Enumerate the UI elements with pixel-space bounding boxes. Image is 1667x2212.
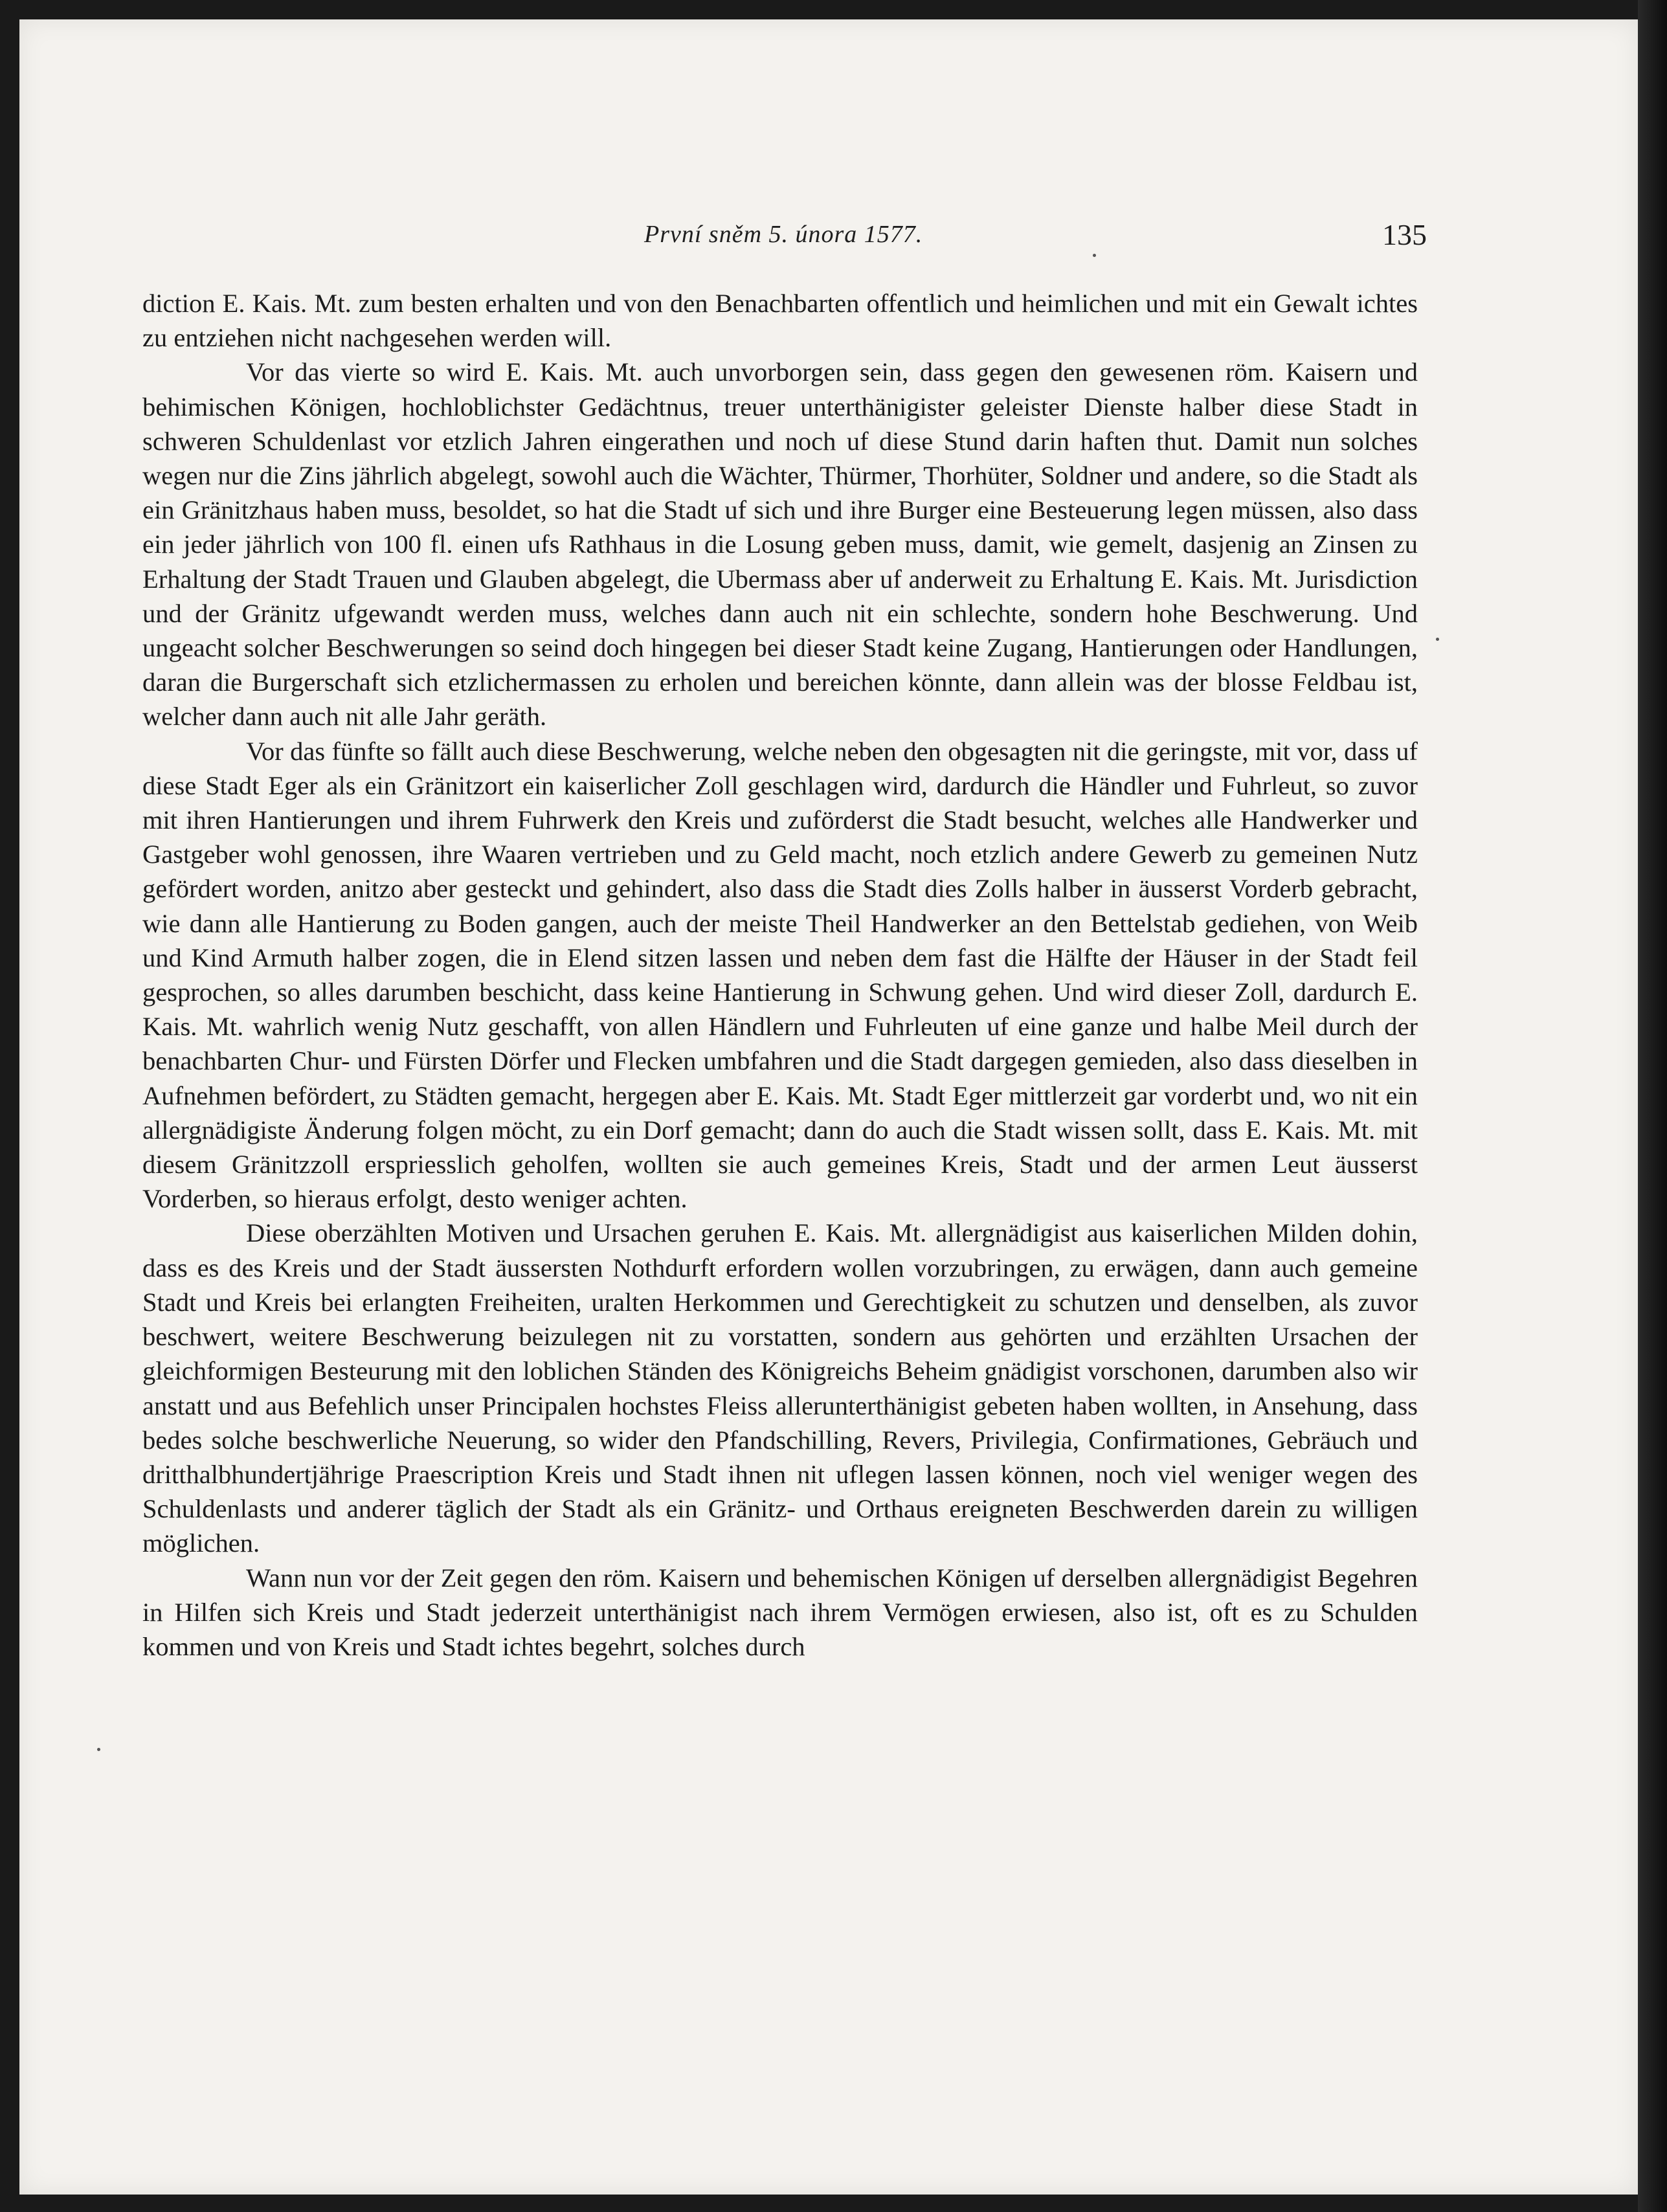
running-header — [0, 220, 1667, 259]
page-edge-shadow — [1638, 0, 1667, 2212]
paragraph: Vor das vierte so wird E. Kais. Mt. auch unvorborgen sein, dass gegen den gewesenen röm. Kaisern und behimischen Königen, hochloblichster Gedächtnus, treuer unterthänigister geleister Dienste halber diese Stadt in schweren Schuldenlast vor etzlich Jahren eingerathen und noch uf diese Stund darin haften thut. Damit nun solches wegen nur die Zins jährlich abgelegt, sowohl auch die Wächter, Thürmer, Thorhüter, Soldner und andere, so die Stadt als ein Gränitzhaus haben muss, besoldet, so hat die Stadt uf sich und ihre Burger eine Besteuerung legen müssen, also dass ein jeder jährlich von 100 fl. einen ufs Rathhaus in die Losung geben muss, damit, wie gemelt, dasjenig an Zinsen zu Erhaltung der Stadt Trauen und Glauben abgelegt, die Ubermass aber uf anderweit zu Erhaltung E. Kais. Mt. Jurisdiction und der Gränitz ufgewandt werden muss, welches dann auch nit ein schlechte, sondern hohe Beschwerung. Und ungeacht solcher Beschwerungen so seind doch hingegen bei dieser Stadt keine Zugang, Hantierungen oder Handlungen, daran die Burgerschaft sich etzlichermassen zu erholen und bereichen könnte, dann allein was der blosse Feldbau ist, welcher dann auch nit alle Jahr geräth. — [142, 357, 1418, 732]
print-speck — [97, 1748, 100, 1751]
running-title: První sněm 5. února 1577. — [644, 221, 923, 248]
print-speck — [1093, 254, 1096, 257]
body-text — [142, 286, 1418, 1664]
paragraph: Wann nun vor der Zeit gegen den röm. Kaisern und behemischen Königen uf derselben allergnädigist Begehren in Hilfen sich Kreis und Stadt jederzeit unterthänigist nach ihrem Vermögen erwiesen, also ist, oft es zu Schulden kommen und von Kreis und Stadt ichtes begehrt, solches durch — [142, 1563, 1418, 1661]
print-speck — [1436, 638, 1439, 641]
paragraph: Diese oberzählten Motiven und Ursachen geruhen E. Kais. Mt. allergnädigist aus kaiserlichen Milden dohin, dass es des Kreis und der Stadt äussersten Nothdurft erfordern wollen vorzubringen, zu erwägen, dann auch gemeine Stadt und Kreis bei erlangten Freiheiten, uralten Herkommen und Gerechtigkeit zu schutzen und denselben, als zuvor beschwert, weitere Beschwerung beizulegen nit zu vorstatten, sondern aus gehörten und erzählten Ursachen der gleichformigen Besteurung mit den loblichen Ständen des Königreichs Beheim gnädigist vorschonen, darumben also wir anstatt und aus Befehlich unser Principalen hochstes Fleiss allerunterthänigist gebeten haben wollten, in Ansehung, dass bedes solche beschwerliche Neuerung, so wider den Pfandschilling, Revers, Privilegia, Confirmationes, Gebräuch und dritthalbhundertjährige Praescription Kreis und Stadt ihnen nit uflegen lassen können, noch viel weniger wegen des Schuldenlasts und anderer täglich der Stadt als ein Gränitz- und Orthaus ereigneten Beschwerden darein zu willigen möglichen. — [142, 1218, 1418, 1558]
paragraph: diction E. Kais. Mt. zum besten erhalten und von den Benachbarten offentlich und heimlichen und mit ein Gewalt ichtes zu entziehen nicht nachgesehen werden will. — [142, 289, 1418, 353]
page-number: 135 — [1382, 218, 1427, 251]
paragraph: Vor das fünfte so fällt auch diese Beschwerung, welche neben den obgesagten nit die geringste, mit vor, dass uf diese Stadt Eger als ein Gränitzort ein kaiserlicher Zoll geschlagen wird, dardurch die Händler und Fuhrleut, so zuvor mit ihren Hantierungen und ihrem Fuhrwerk den Kreis und zuförderst die Stadt besucht, welches alle Handwerker und Gastgeber wohl genossen, ihre Waaren vertrieben und zu Geld macht, noch etzlich andere Gewerb zu gemeinen Nutz gefördert worden, anitzo aber gesteckt und gehindert, also dass die Stadt dies Zolls halber in äusserst Vorderb gebracht, wie dann alle Hantierung zu Boden gangen, auch der meiste Theil Handwerker an den Bettelstab gediehen, von Weib und Kind Armuth halber zogen, die in Elend sitzen lassen und neben dem fast die Hälfte der Häuser in der Stadt feil gesprochen, so alles darumben beschicht, dass keine Hantierung in Schwung gehen. Und wird dieser Zoll, dardurch E. Kais. Mt. wahrlich wenig Nutz geschafft, von allen Händlern und Fuhrleuten uf eine ganze und halbe Meil durch der benachbarten Chur- und Fürsten Dörfer und Flecken umbfahren und die Stadt dargegen gemieden, also dass dieselben in Aufnehmen befördert, zu Städten gemacht, hergegen aber E. Kais. Mt. Stadt Eger mittlerzeit gar vorderbt und, wo nit ein allergnädigiste Änderung folgen möcht, zu ein Dorf gemacht; dann do auch die Stadt wissen sollt, dass E. Kais. Mt. mit diesem Gränitzzoll erspriesslich geholfen, wollten sie auch gemeines Kreis, Stadt und der armen Leut äusserst Vorderben, so hieraus erfolgt, desto weniger achten. — [142, 736, 1418, 1214]
